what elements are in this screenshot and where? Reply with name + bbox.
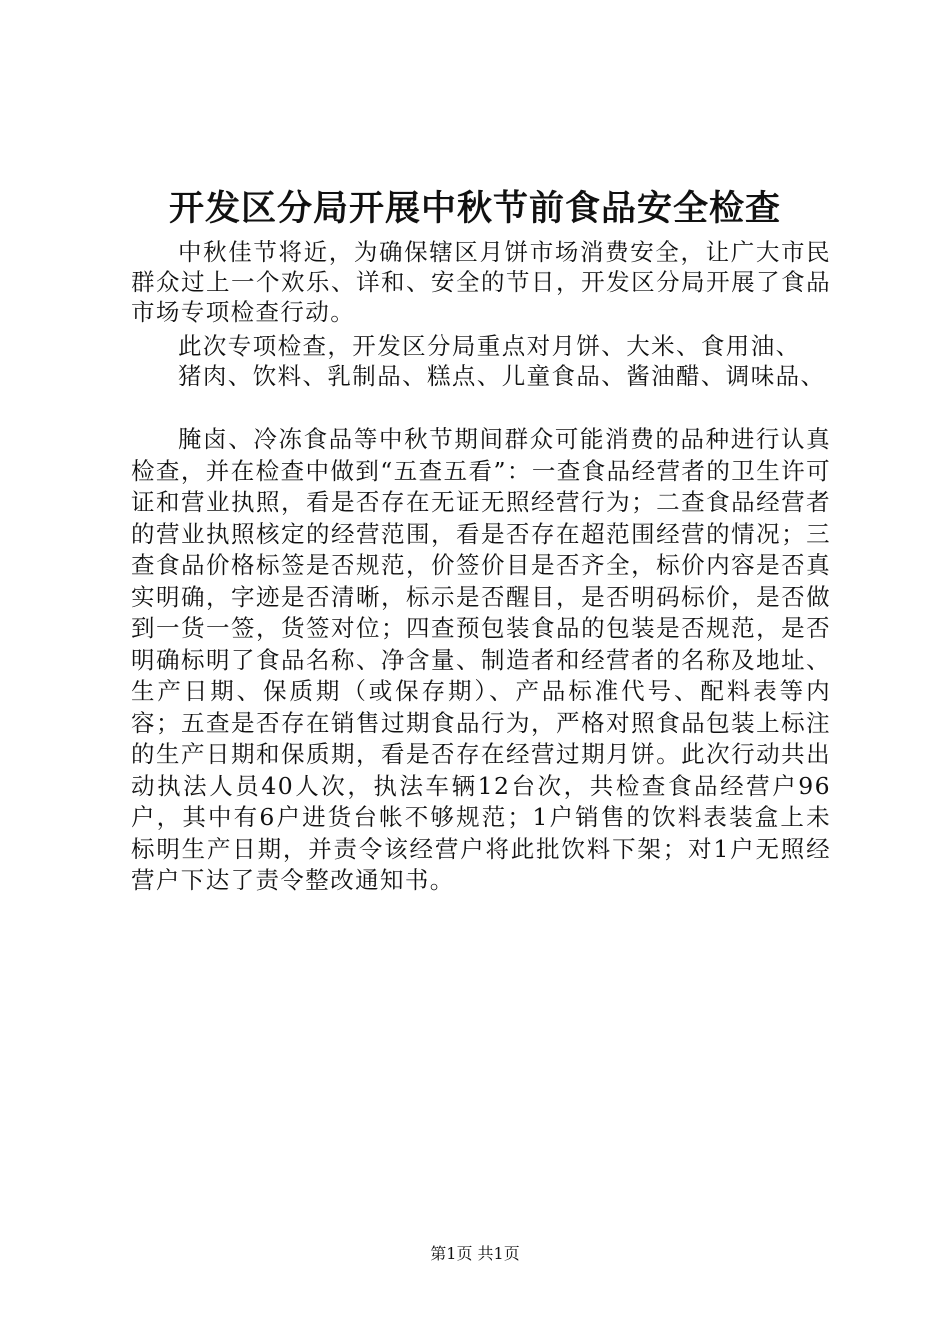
paragraph-inspection-details: 腌卤、冷冻食品等中秋节期间群众可能消费的品种进行认真检查，并在检查中做到“五查五看”：一查食品经营者的卫生许可证和营业执照，看是否存在无证无照经营行为；二查食品经营者的营业执照核定的经营范围，看是否存在超范围经营的情况；三查食品价格标签是否规范，价签价目是否齐全，标价内容是否真实明确，字迹是否清晰，标示是否醒目，是否明码标价，是否做到一货一签，货签对位；四查预包装食品的包装是否规范，是否明确标明了食品名称、净含量、制造者和经营者的名称及地址、生产日期、保质期（或保存期）、产品标准代号、配料表等内容；五查是否存在销售过期食品行为，严格对照食品包装上标注的生产日期和保质期，看是否存在经营过期月饼。此次行动共出动执法人员40人次，执法车辆12台次，共检查食品经营户96户，其中有6户进货台帐不够规范；1户销售的饮料表装盒上未标明生产日期，并责令该经营户将此批饮料下架；对1户无照经营户下达了责令整改通知书。 <box>131 425 831 894</box>
document-title: 开发区分局开展中秋节前食品安全检查 <box>168 188 781 229</box>
paragraph-inspection-items-line2: 猪肉、饮料、乳制品、糕点、儿童食品、酱油醋、调味品、 <box>178 362 826 390</box>
paragraph-inspection-items <box>131 331 831 391</box>
paragraph-inspection-items-line1: 此次专项检查，开发区分局重点对月饼、大米、食用油、 <box>178 332 801 360</box>
page-number-footer: 第1页 共1页 <box>430 1244 520 1263</box>
paragraph-intro: 中秋佳节将近，为确保辖区月饼市场消费安全，让广大市民群众过上一个欢乐、详和、安全的节日，开发区分局开展了食品市场专项检查行动。 <box>131 238 831 326</box>
